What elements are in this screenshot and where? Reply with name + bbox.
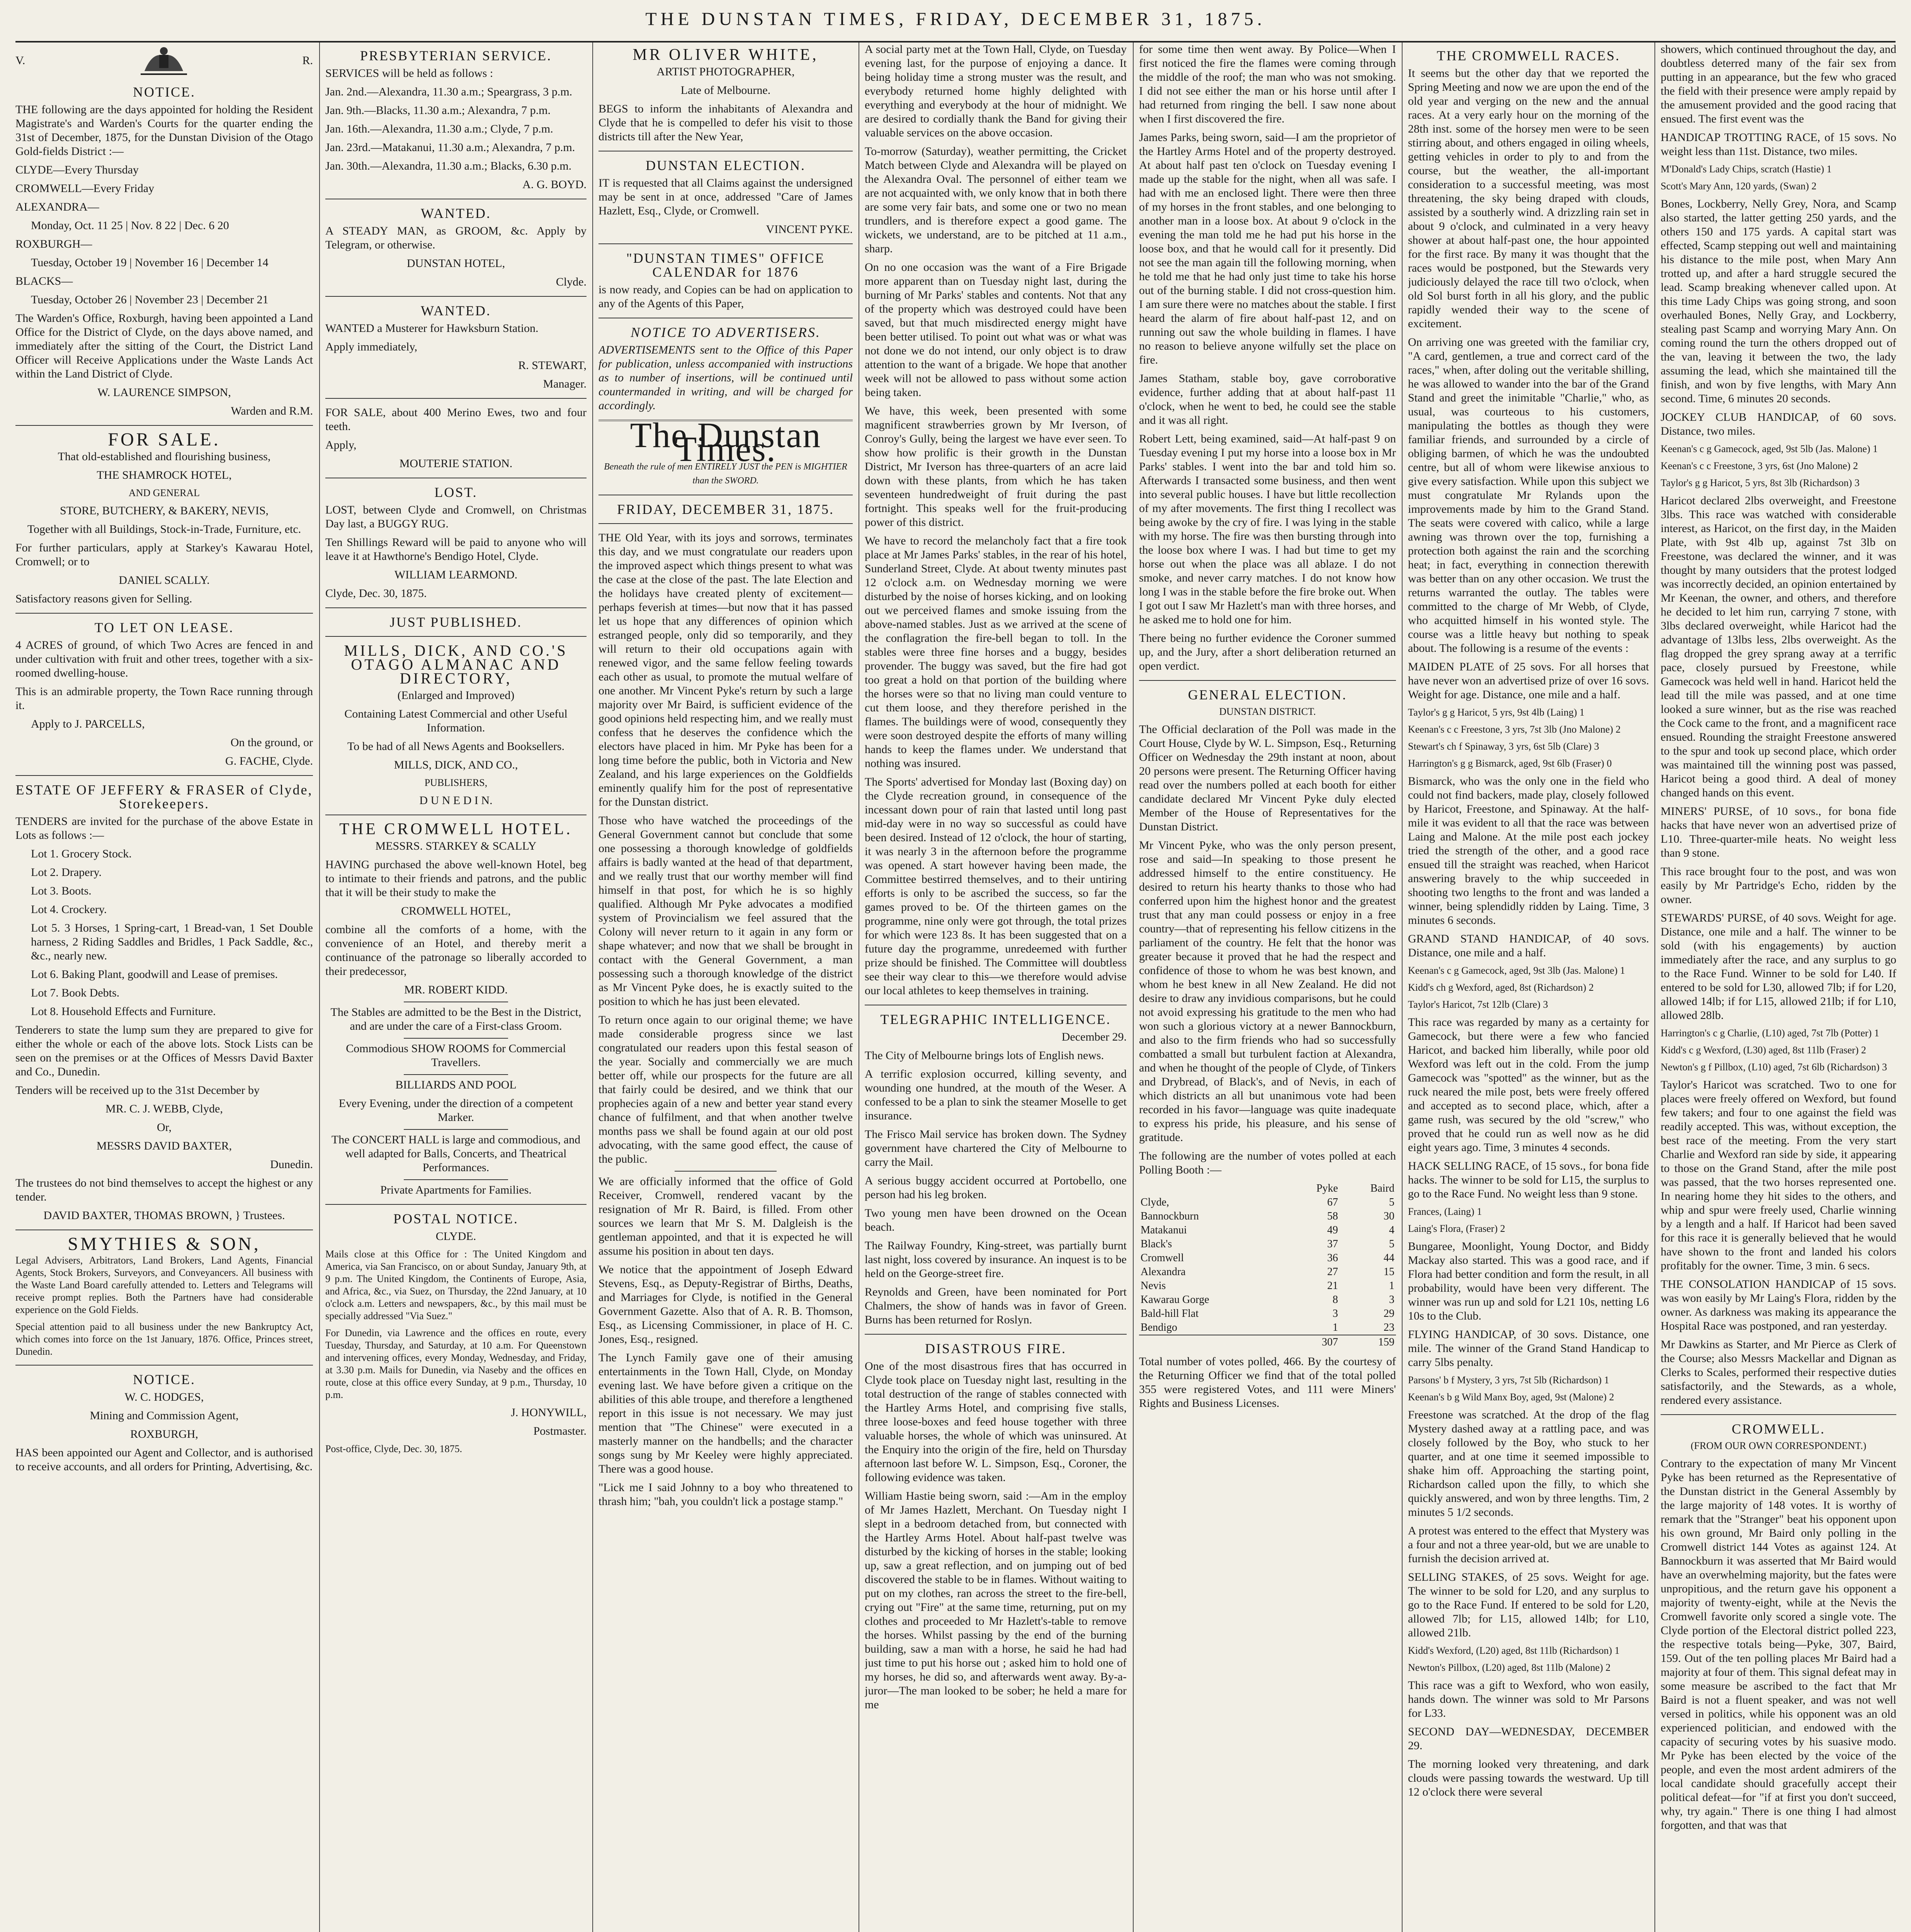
- sale-reasons: Satisfactory reasons given for Selling.: [15, 592, 192, 605]
- clyde-court: CLYDE—Every Thursday: [15, 163, 139, 176]
- cromwell-owners: MESSRS. STARKEY & SCALLY: [375, 840, 537, 852]
- booth-name: Matakanui: [1141, 1224, 1187, 1236]
- wanted2-body: WANTED a Musterer for Hawksburn Station.: [325, 322, 539, 335]
- races-heading: THE CROMWELL RACES.: [1437, 48, 1620, 63]
- pres-heading: PRESBYTERIAN SERVICE.: [360, 48, 552, 63]
- mills-publishers: PUBLISHERS,: [424, 777, 488, 788]
- telegraphic-item: The Frisco Mail service has broken down. The Sydney government have chartered the City of Melbourne to carry the Mail.: [865, 1128, 1127, 1168]
- race-report: This race was regarded by many as a certainty for Gamecock, but there were a few who fancied Haricot, and backed him liberally, while poor old Wexford was left out in the cold. From the jump Gamecock was "spotted" as the winner, but as the ruck neared the mile post, bets were freely offered and accepted as to second place, which, after a game rush, was secured by the old "screw," who proved that he could run as well now as he did eight years ago. Time, 3 minutes 4 seconds.: [1408, 1016, 1649, 1154]
- race-title: HANDICAP TROTTING RACE, of 15 sovs. No weight less than 11st. Distance, two miles.: [1661, 131, 1896, 158]
- pyke-votes: 49: [1327, 1224, 1338, 1236]
- telegraphic-item: The Railway Foundry, King-street, was partially burnt last night, loss covered by insurance. An inquest is to be held on the George-street fire.: [865, 1239, 1127, 1280]
- mills-enlarged: (Enlarged and Improved): [397, 689, 515, 702]
- let-fache: G. FACHE, Clyde.: [225, 755, 313, 767]
- races-paragraph: On arriving one was greeted with the familiar cry, "A card, gentlemen, a true and correct card of the races," when, after doling out the veritable shilling, he was allowed to wander into the bar of the Grand Stand and greet the inimitable "Charlie," who, as usual, was courteous to his customers, manipulating the bottles as though they were familiar friends, and surrounded by a circle of obliging barmen, of which he was the undoubted centre, but all of whom were likewise anxious to give every satisfaction. While upon this subject we must congratulate Mr Rylands upon the improvements made by him to the Grand Stand. The seats were covered with calico, while a large awning was thrown over the top, furnishing a protection both against the rain and the scorching heat; in fact, everything in connection therewith was better than on any other occasion. We trust the returns warranted the outlay. The tables were committed to the charge of Mr Webb, of Clyde, who acquitted himself in his wonted style. The course was a little heavy but nothing to speak about. The following is a resume of the events :: [1408, 336, 1649, 655]
- leader-paragraph: To return once again to our original theme; we have made considerable progress since we last congratulated our readers upon this festal season of the year. Socially and commercially we are much better off, while our prospects for the future are all that fairly could be desired, and we think that our prophecies again of a new and better year stand every chance of fulfilment, and that when another twelve months pass we shall be found again at our old post advocating, with the same good effect, the cause of the public.: [598, 1014, 853, 1165]
- race-title: MAIDEN PLATE of 25 sovs. For all horses that have never won an advertised prize of over 16 sovs. Weight for age. Distance, one mile and a half.: [1408, 660, 1649, 701]
- cromwell-stables: The Stables are admitted to be the Best in the District, and are under the care of a First-class Groom.: [330, 1006, 581, 1032]
- roxburgh-court: ROXBURGH—: [15, 238, 92, 250]
- postal-place: CLYDE.: [435, 1230, 476, 1243]
- notice2-heading: NOTICE.: [133, 1372, 196, 1387]
- trustees-names: DAVID BAXTER, THOMAS BROWN,: [43, 1209, 232, 1222]
- estate-heading: ESTATE OF JEFFERY & FRASER of Clyde, Storekeepers.: [15, 782, 313, 811]
- booth-name: Cromwell: [1141, 1252, 1184, 1264]
- leader-paragraph: THE Old Year, with its joys and sorrows, terminates this day, and we must congratulate our readers upon the improved aspect which things present to what was the case at the close of the past. The late Election and the holidays have created plenty of excitement—perhaps feverish at times—but now that it has passed let us hope that any differences of opinion which estranged people, only did so temporarily, and they will return to their old occupations again with renewed vigor, and the same fellow feeling towards each other as usual, to promote the mutual welfare of one another. Mr Vincent Pyke's return by such a large majority over Mr Baird, is sufficient evidence of the good opinions held respecting him, and we really must confess that he deserves the confidence which the electors have placed in him. Mr Pyke has been for a long time before the public, both in Victoria and New Zealand, and his large experiences on the Goldfields eminently qualify him for the post of representative for the Dunstan district.: [598, 531, 853, 808]
- sale-together: Together with all Buildings, Stock-in-Trade, Furniture, etc.: [27, 523, 301, 536]
- wanted1-hotel: DUNSTAN HOTEL,: [406, 257, 505, 270]
- race-report: Mr Dawkins as Starter, and Mr Pierce as Clerk of the Course; also Messrs Mackellar and Dignan as Clerks to Scales, performed their respective duties satisfactorily, and the Stewards, as a whole, rendered every assistance.: [1661, 1338, 1896, 1406]
- trustees-label: Trustees.: [243, 1209, 285, 1222]
- divider: [325, 607, 587, 608]
- column-rule: [1402, 43, 1403, 1932]
- cromwell-body2: combine all the comforts of a home, with the convenience of an Hotel, and thereby merit a continuance of the patronage so liberally accorded to their predecessor,: [325, 923, 587, 978]
- wanted1-clyde: Clyde.: [556, 276, 587, 288]
- warden-body: The Warden's Office, Roxburgh, having been appointed a Land Office for the District of Clyde, on the days above named, and immediately after the sitting of the Court, the District Land Officer will Receive Applications under the Waste Lands Act within the Land District of Clyde.: [15, 312, 313, 380]
- table-row: [1139, 1293, 1396, 1307]
- race-result: M'Donald's Lady Chips, scratch (Hastie) 1: [1661, 163, 1832, 175]
- table-header-cell: Pyke: [1316, 1182, 1338, 1194]
- race-report: Freestone was scratched. At the drop of the flag Mystery dashed away at a rattling pace, and was closely followed by the Boy, who stuck to her quarter, and at one time it seemed impossible to shake him off. Approaching the starting point, Richardson called upon the filly, to which she quickly answered, and won by three lengths. Tim, 2 minutes 5 1/2 seconds.: [1408, 1408, 1649, 1519]
- general-election-heading: GENERAL ELECTION.: [1188, 687, 1347, 702]
- telegraphic-heading: TELEGRAPHIC INTELLIGENCE.: [880, 1012, 1111, 1027]
- table-header-cell: Baird: [1370, 1182, 1394, 1194]
- alexandra-court: ALEXANDRA—: [15, 201, 99, 213]
- election-paragraph: Mr Vincent Pyke, who was the only person present, rose and said—In speaking to those present he addressed himself to the entire constituency. He desired to return his hearty thanks to those who had conferred upon him the highest honor and the greatest trust that any man could possess or enjoy in a free country—that of representing his fellow citizens in the parliament of the country. He felt that the honor was greater because it proved that he had the respect and confidence of those to whom he was best known, and whom he best knew in all New Zealand. He did not desire to draw any invidious comparisons, but he could not avoid expressing his gratitude to the men who had won such a glorious victory at a newer Bannockburn, and also to the firm friends who had so successfully combatted a small but turbulent faction at Alexandra, and when he thought of the people of Clyde, of Tinkers and Drybread, of Black's, and of Nevis, in each of which districts an all but unanimous vote had been recorded in his favor—language was quite inadequate to express his pride, his pleasure, and his sense of gratitude.: [1139, 839, 1396, 1144]
- divider: [865, 1334, 1127, 1335]
- race-title: HACK SELLING RACE, of 15 sovs., for bona fide hacks. The winner to be sold for L15, the surplus to go to the Race Fund. No weight less than 9 stone.: [1408, 1160, 1649, 1200]
- news-paragraph: We have to record the melancholy fact that a fire took place at Mr James Parks' stables, in the rear of his hotel, Sunderland Street, Clyde. At about twenty minutes past 12 o'clock a.m. on Wednesday morning we were disturbed by the noise of horses kicking, and on looking out we perceived flames and smoke issuing from the above-named stables. Just as we arrived at the scene of the conflagration the fire-bell began to toll. In the stables were three fine horses and a buggy, besides provender. The buggy was saved, but the fire had got too great a hold on that portion of the building where the horses were so that no living man could venture to cut them loose, and they therefore perished in the flames. The buildings were of wood, consequently they were soon destroyed despite the efforts of many willing hands to keep the flames under. We understand that nothing was insured.: [865, 534, 1127, 770]
- second-day-heading: SECOND DAY—WEDNESDAY, DECEMBER 29.: [1408, 1725, 1649, 1752]
- total-label: [1139, 1335, 1288, 1349]
- table-row: [1139, 1209, 1396, 1223]
- baird-votes: 4: [1389, 1224, 1394, 1236]
- race-result: Harrington's g g Bismarck, aged, 9st 6lb (Fraser) 0: [1408, 758, 1612, 769]
- pyke-votes: 1: [1332, 1321, 1338, 1333]
- tenders-received: Tenders will be received up to the 31st December by: [15, 1084, 260, 1097]
- race-result: Kidd's c g Wexford, (L30) aged, 8st 11lb (Fraser) 2: [1661, 1044, 1866, 1056]
- fire-heading: DISASTROUS FIRE.: [925, 1341, 1067, 1356]
- baird-votes: 29: [1384, 1308, 1394, 1320]
- postal-body: Mails close at this Office for : The United Kingdom and America, via San Francisco, on or about Sunday, January 9th, at 9 p.m. The United Kingdom, the Continents of Europe, Asia, and Africa, &c., via Suez, on Thursday, the 22nd January, at 10 o'clock a.m. Letters and newspapers, &c., by this mail must be specially addressed "Via Suez.": [325, 1248, 587, 1321]
- lots-list: [15, 847, 313, 1019]
- pyke-votes: 37: [1327, 1238, 1338, 1250]
- mills-name: MILLS, DICK, AND CO.,: [394, 759, 518, 771]
- postal-body2: For Dunedin, via Lawrence and the offices en route, every Tuesday, Thursday, and Saturday, at 10 a.m. For Queenstown and intervening offices, every Monday, Wednesday, and Friday, at 3.30 p.m. Mails for Dunedin, via Naseby and the offices en route, close at this office every Sunday, at 9 p.m., Thursday, 10 p.m.: [325, 1327, 587, 1400]
- race-title: SELLING STAKES, of 25 sovs. Weight for age. The winner to be sold for L20, and any surplus to go to the Race Fund. If entered to be sold for L20, allowed 7lb; for L15, allowed 14lb; for L10, allowed 21lb.: [1408, 1571, 1649, 1639]
- fire-paragraph: Robert Lett, being examined, said—At half-past 9 on Tuesday evening I put my horse into a loose box in Mr Parks' stables. I went into the bar and told him so. Afterwards I transacted some business, and then went into several public houses. I have but little recollection of my after movements. The first thing I recollect was being awoke by the cry of fire. I was lying in the stable with my horse. The fire was then bursting through into the loose box where I was. I had but time to get my horse out when the place was all ablaze. I do not smoke, and never carry matches. I do not know how long I was in the stable before the fire broke out. When I got out I saw Mr Hazlett's man with three horses, and he asked me to hold one for him.: [1139, 432, 1396, 626]
- fire-paragraph: for some time then went away. By Police—When I first noticed the fire the flames were coming through the middle of the roof; the man who was not smoking. I did not see either the man or his horse until after I had returned from ringing the bell. I saw none about when I first discovered the fire.: [1139, 43, 1396, 125]
- fire-paragraph: There being no further evidence the Coroner summed up, and the Jury, after a short deliberation returned an open verdict.: [1139, 632, 1396, 672]
- race-report: This race was a gift to Wexford, who won easily, hands down. The winner was sold to Mr Parsons for L33.: [1408, 1679, 1649, 1719]
- booth-name: Alexandra: [1141, 1266, 1186, 1278]
- wanted1-heading: WANTED.: [421, 206, 491, 221]
- white-trade: ARTIST PHOTOGRAPHER,: [656, 65, 795, 78]
- races-paragraph: It seems but the other day that we reported the Spring Meeting and now we are upon the end of the old year and verging on the new and the annual races. At a very early hour on the morning of the 28th inst. some of the horsey men were to be seen stirring about, and others engaged in oiling wheels, getting vehicles in order to ply to and from the course, but the weather, the all-important consideration to a successful meeting, was most threatening, the sky being draped with clouds, assisted by a southerly wind. A drizzling rain set in about 9 o'clock, and culminated in a very heavy shower at about half-past one, the hour appointed for the first race. By many it was thought that the races would be postponed, but the Stewards very judiciously delayed the race till two o'clock, when old Sol burst forth in all his glory, and the public rapidly wended their way to the scene of excitement.: [1408, 67, 1649, 330]
- merino-apply: Apply,: [325, 439, 357, 451]
- mills-had: To be had of all News Agents and Booksellers.: [347, 740, 564, 753]
- cromwell-court: CROMWELL—Every Friday: [15, 182, 155, 195]
- fire-paragraph: James Parks, being sworn, said—I am the proprietor of the Hartley Arms Hotel and of the property destroyed. At about half past ten o'clock on Tuesday evening I made up the stable for the night, when all was safe. I had with me an enclosed light. There were then three of my horses in the front stables, and one belonging to another man in a loose box. At about 9 o'clock in the evening the man told me he had put his horse in the loose box, and that he would call for it presently. Did not see the man again till the following morning, when he told me that he had only just time to take his horse out of the burning stable. I did not cross-question him. I am sure there were no matches about the stable. I first heard the alarm of fire about half-past 12, and on running out saw the whole building in flames. I have no reason to believe anyone wilfully set the place on fire.: [1139, 131, 1396, 366]
- race-report: Bungaree, Moonlight, Young Doctor, and Biddy Mackay also started. This was a good race, and if Flora had better condition and form the result, in all probability, would have been very different. The winner was run up and sold for L21 10s, netting L6 10s to the Club.: [1408, 1240, 1649, 1322]
- crest-letter-v: V.: [15, 54, 26, 67]
- crest-letter-r: R.: [302, 54, 313, 67]
- divider: [325, 398, 587, 399]
- warden-title: Warden and R.M.: [231, 405, 313, 417]
- just-published-heading: JUST PUBLISHED.: [389, 614, 522, 630]
- news-paragraph: We are officially informed that the office of Gold Receiver, Cromwell, rendered vacant by the resignation of Mr R. Baird, is filled. From other sources we learn that Mr S. M. Dalgleish is the gentleman appointed, and that it is expected he will assume his position in about ten days.: [598, 1175, 853, 1257]
- list-item: Jan. 9th.—Blacks, 11.30 a.m.; Alexandra, 7 p.m.: [325, 104, 551, 117]
- race-result: Keenan's c g Gamecock, aged, 9st 3lb (Jas. Malone) 1: [1408, 965, 1625, 976]
- divider: [1139, 680, 1396, 681]
- divider: [598, 523, 853, 524]
- booth-name: Clyde,: [1141, 1196, 1169, 1208]
- booth-name: Black's: [1141, 1238, 1172, 1250]
- correspondent-heading: CROMWELL.: [1732, 1421, 1825, 1437]
- calendar-heading: "DUNSTAN TIMES" OFFICE CALENDAR for 1876: [626, 250, 825, 280]
- lost-reward: Ten Shillings Reward will be paid to anyone who will leave it at Hawthorne's Bendigo Hotel, Clyde.: [325, 536, 587, 563]
- booth-name: Nevis: [1141, 1280, 1166, 1292]
- divider: [675, 1171, 776, 1172]
- list-item: Jan. 23rd.—Matakanui, 11.30 a.m.; Alexandra, 7 p.m.: [325, 141, 575, 154]
- baird-votes: 5: [1389, 1238, 1394, 1250]
- race-result: Kidd's Wexford, (L20) aged, 8st 11lb (Richardson) 1: [1408, 1645, 1620, 1656]
- race-result: Kidd's ch g Wexford, aged, 8st (Richardson) 2: [1408, 982, 1594, 993]
- column-2: [325, 43, 587, 1932]
- trustees-body: The trustees do not bind themselves to accept the highest or any tender.: [15, 1177, 313, 1203]
- pres-intro: SERVICES will be held as follows :: [325, 67, 493, 80]
- tenders-webb: MR. C. J. WEBB, Clyde,: [105, 1102, 223, 1115]
- lost-signature: WILLIAM LEARMOND.: [394, 568, 518, 581]
- cromwell-show: Commodious SHOW ROOMS for Commercial Travellers.: [346, 1042, 566, 1069]
- baird-total: 159: [1378, 1336, 1394, 1348]
- race-result: Taylor's g g Haricot, 5 yrs, 8st 3lb (Richardson) 3: [1661, 477, 1860, 488]
- pyke-votes: 21: [1327, 1280, 1338, 1292]
- mills-contains: Containing Latest Commercial and other Useful Information.: [344, 707, 568, 734]
- baird-votes: 15: [1384, 1266, 1394, 1278]
- poll-table: [1139, 1182, 1396, 1349]
- race-report: This race brought four to the post, and was won easily by Mr Partridge's Echo, ridden by the owner.: [1661, 865, 1896, 906]
- race-result: Stewart's ch f Spinaway, 3 yrs, 6st 5lb (Clare) 3: [1408, 741, 1599, 752]
- correspondent-sub: (FROM OUR OWN CORRESPONDENT.): [1690, 1440, 1867, 1451]
- telegraphic-item: Reynolds and Green, have been nominated for Port Chalmers, the show of hands was in favor of Green. Burns has been returned for Roslyn.: [865, 1286, 1127, 1326]
- general-election-sub: DUNSTAN DISTRICT.: [1219, 706, 1316, 717]
- baird-votes: 30: [1384, 1210, 1394, 1222]
- news-paragraph: A social party met at the Town Hall, Clyde, on Tuesday evening last, for the purpose of enjoying a dance. It being holiday time a strong muster was the result, and everybody returned home highly delighted with everything and everybody at the hour of midnight. We are desired to cordially thank the Band for giving their valuable services on the above occasion.: [865, 43, 1127, 139]
- divider: [404, 1179, 508, 1180]
- sale-hotel: THE SHAMROCK HOTEL,: [97, 469, 232, 481]
- race-result: Keenan's b g Wild Manx Boy, aged, 9st (Malone) 2: [1408, 1391, 1614, 1403]
- tenders-baxter: MESSRS DAVID BAXTER,: [96, 1139, 232, 1152]
- let-heading: TO LET ON LEASE.: [94, 620, 234, 635]
- telegraphic-item: A serious buggy accident occurred at Portobello, one person had his leg broken.: [865, 1174, 1127, 1201]
- divider: [325, 636, 587, 637]
- fire-paragraph: James Statham, stable boy, gave corroborative evidence, further adding that at about half-past 11 o'clock, when he went to bed, he could see the stable and it was all right.: [1139, 372, 1396, 427]
- column-1: [15, 43, 313, 1932]
- race-title: GRAND STAND HANDICAP, of 40 sovs. Distance, one mile and a half.: [1408, 932, 1649, 959]
- election-paragraph: The following are the number of votes polled at each Polling Booth :—: [1139, 1150, 1396, 1176]
- pyke-votes: 67: [1327, 1196, 1338, 1208]
- poll-footer: Total number of votes polled, 466. By the courtesy of the Returning Officer we find that of the total polled 355 were registered Votes, and 111 were Miners' Rights and Business Licenses.: [1139, 1355, 1396, 1410]
- race-title: JOCKEY CLUB HANDICAP, of 60 sovs. Distance, two miles.: [1661, 411, 1896, 437]
- news-paragraph: We notice that the appointment of Joseph Edward Stevens, Esq., as Deputy-Registrar of Births, Deaths, and Marriages for Clyde, is notified in the General Government Gazette. Also that of A. R. B. Thomson, Esq., as Licensing Commissioner, in place of H. C. Jones, Esq., resigned.: [598, 1263, 853, 1345]
- white-heading: MR OLIVER WHITE,: [632, 46, 819, 64]
- hodges-place: ROXBURGH,: [130, 1428, 198, 1440]
- divider: [404, 1129, 508, 1130]
- tenders-body: TENDERS are invited for the purchase of the above Estate in Lots as follows :—: [15, 815, 313, 842]
- table-row: [1139, 1265, 1396, 1279]
- race-title: STEWARDS' PURSE, of 40 sovs. Weight for age. Distance, one mile and a half. The winner to be sold (with his engagements) by auction immediately after the race, and any surplus to go to the Race Fund. Winner to be sold for L40. If entered to be sold for L30, allowed 7lb; if for L20, allowed 14lb; if for L15, allowed 21lb; if for L10, allowed 28lb.: [1661, 912, 1896, 1022]
- telegraphic-item: A terrific explosion occurred, killing seventy, and wounding one hundred, at the mouth of the Weser. A confessed to be a plan to sink the steamer Moselle to get insurance.: [865, 1068, 1127, 1122]
- list-item: Jan. 2nd.—Alexandra, 11.30 a.m.; Speargrass, 3 p.m.: [325, 85, 573, 98]
- pyke-votes: 36: [1327, 1252, 1338, 1264]
- tenders-dunedin: Dunedin.: [270, 1158, 313, 1171]
- mills-heading: MILLS, DICK, AND CO.'S OTAGO ALMANAC AND DIRECTORY,: [344, 642, 568, 687]
- wanted2-apply: Apply immediately,: [325, 340, 418, 353]
- table-row: [1139, 1251, 1396, 1265]
- column-4: [865, 43, 1127, 1932]
- booth-name: Kawarau Gorge: [1141, 1294, 1209, 1306]
- table-row: [1139, 1307, 1396, 1321]
- news-paragraph: To-morrow (Saturday), weather permitting, the Cricket Match between Clyde and Alexandra will be played on the Alexandra Oval. The personnel of either team we are not acquainted with, we only know that in both there are some very fair bats, and some one or two no mean trundlers, and is therefore expect a good game. The wickets, we understand, are to be pitched at 11 a.m., sharp.: [865, 145, 1127, 255]
- list-item: Lot 6. Baking Plant, goodwill and Lease of premises.: [31, 968, 278, 981]
- race-report: A protest was entered to the effect that Mystery was a four and not a three year-old, but we are unable to furnish the decision arrived at.: [1408, 1524, 1649, 1565]
- telegraphic-date: December 29.: [1061, 1031, 1127, 1043]
- merino-station: MOUTERIE STATION.: [399, 457, 513, 470]
- race-result: Keenan's c c Freestone, 3 yrs, 6st (Jno Malone) 2: [1661, 460, 1858, 471]
- blacks-court: BLACKS—: [15, 275, 73, 287]
- telegraphic-item: Two young men have been drowned on the Ocean beach.: [865, 1207, 1127, 1233]
- booth-name: Bendigo: [1141, 1321, 1177, 1333]
- tenders-or: Or,: [157, 1121, 172, 1134]
- table-header-cell: [1139, 1182, 1288, 1196]
- booth-name: Bannockburn: [1141, 1210, 1199, 1222]
- news-paragraph: "Lick me I said Johnny to a boy who threatened to thrash him; "bah, you couldn't lick a postage stamp.": [598, 1481, 853, 1508]
- list-item: Lot 4. Crockery.: [31, 903, 107, 916]
- sale-heading: FOR SALE.: [108, 429, 221, 450]
- news-paragraph: The Lynch Family gave one of their amusing entertainments in the Town Hall, Clyde, on Monday evening last. We have before given a critique on the abilities of this able troupe, and therefore a lengthened report in this issue is not necessary. We may just mention that "The Chinese" were executed in a masterly manner on the handbells; and the character songs sung by Mr Keeley were highly appreciated. There was a good house.: [598, 1351, 853, 1475]
- wanted2-signature: R. STEWART,: [518, 359, 587, 372]
- pyke-votes: 8: [1332, 1294, 1338, 1306]
- race-report: THE CONSOLATION HANDICAP of 15 sovs. was won easily by Mr Laing's Flora, ridden by the owner. As darkness was making its appearance the Hospital Race was postponed, and ran yesterday.: [1661, 1278, 1896, 1332]
- notice-body: THE following are the days appointed for holding the Resident Magistrate's and Warden's Courts for the quarter ending the 31st of December, 1875, for the Dunstan Division of the Otago Gold-fields District :—: [15, 103, 313, 158]
- news-paragraph: On no one occasion was the want of a Fire Brigade more apparent than on Tuesday night last, during the burning of Mr Parks' stables and contents. Not that any of the property which was destroyed could have been saved, but that much misdirected energy might have been better utilised. To point out what was or what was not done we do not intend, our only object is to draw attention to the want of a brigade. We hope that another week will not be allowed to pass without some action being taken.: [865, 261, 1127, 399]
- sale-store: STORE, BUTCHERY, & BAKERY, NEVIS,: [60, 504, 269, 517]
- leader-paragraph: Those who have watched the proceedings of the General Government cannot but conclude that some one possessing a thorough knowledge of goldfields affairs is badly wanted at the head of that department, and we really trust that our worthy member will find himself in that post, for which he is so highly qualified. Although Mr Pyke advocates a modified system of Provincialism we feel assured that the Colony will never return to it again in any form or shape whatever; and now that we shall be brought in contact with the General Government, a man possessing such a thorough knowledge of the district as Mr Vincent Pyke does, he is exactly suited to the position to which he has just been elevated.: [598, 814, 853, 1008]
- race-title: MINERS' PURSE, of 10 sovs., for bona fide hacks that have never won an advertised prize of L10. Three-quarter-mile heats. No weight less than 9 stone.: [1661, 805, 1896, 859]
- hodges-body: HAS been appointed our Agent and Collector, and is authorised to receive accounts, and all orders for Printing, Advertising, &c.: [15, 1446, 313, 1473]
- election-body: IT is requested that all Claims against the undersigned may be sent in at once, addressed "Care of James Hazlett, Esq., Clyde, or Cromwell.: [598, 177, 853, 217]
- dateline: FRIDAY, DECEMBER 31, 1875.: [617, 502, 835, 517]
- election-heading: DUNSTAN ELECTION.: [645, 158, 806, 173]
- telegraphic-item: The City of Melbourne brings lots of English news.: [865, 1049, 1104, 1062]
- newspaper-motto: Beneath the rule of men ENTIRELY JUST the PEN is MIGHTIER than the SWORD.: [604, 462, 847, 486]
- fire-paragraph: One of the most disastrous fires that has occurred in Clyde took place on Tuesday night last, resulting in the total destruction of the range of stables connected with the Hartley Arms Hotel, and comprising five stalls, three loose-boxes and feed house together with three valuable horses, the whole of which was uninsured. At the Enquiry into the origin of the fire, held on Thursday afternoon last before W. L. Simpson, Esq., Coroner, the following evidence was taken.: [865, 1360, 1127, 1484]
- race-report: Haricot declared 2lbs overweight, and Freestone 3lbs. This race was watched with considerable interest, as Haricot, on the first day, in the Maiden Plate, with 9st 4lb up, against 7st 3lb on Freestone, was declared the winner, and it was thought by many outsiders that the protest lodged was incorrectly decided, an opinion entertained by Mr Keenan, the owner, and others, and therefore he decided to let him run, carrying 7 stone, with 3lbs declared overweight, while Haricot had the advantage of 13lbs less, 2lbs overweight. As the flag dropped the grey sprang away at a terrific pace, closely pursued by Freestone, while Gamecock was held well in hand. Haricot held the lead till the mile was passed, and at one time looked a sure winner, but as the rise was reached the Cock came to the front, and a magnificent race ensued. Rounding the straight Freestone answered to the spur and took up second place, which order was maintained till the winning post was passed, Haricot being a good third. A deal of money changed hands on this event.: [1661, 494, 1896, 799]
- divider: [15, 775, 313, 776]
- advertisers-body: ADVERTISEMENTS sent to the Office of this Paper for publication, unless accompanied with instructions as to number of insertions, will be continued until countermanded in writing, and will be charged for accordingly.: [598, 344, 853, 412]
- list-item: Lot 7. Book Debts.: [31, 986, 120, 999]
- postal-heading: POSTAL NOTICE.: [393, 1211, 519, 1226]
- wanted2-title: Manager.: [543, 378, 587, 390]
- race-result: Newton's g f Pillbox, (L10) aged, 7st 6lb (Richardson) 3: [1661, 1061, 1887, 1073]
- pres-signature: A. G. BOYD.: [522, 178, 587, 191]
- let-property: This is an admirable property, the Town Race running through it.: [15, 685, 313, 712]
- smythies-special: Special attention paid to all business under the new Bankruptcy Act, which comes into force on the 1st January, 1876. Office, Princes street, Dunedin.: [15, 1321, 313, 1357]
- cromwell-hotel-heading: THE CROMWELL HOTEL.: [339, 820, 573, 838]
- election-paragraph: The Official declaration of the Poll was made in the Court House, Clyde by W. L. Simpson, Esq., Returning Officer on Wednesday the 29th instant at noon, about 20 persons were present. The Returning Officer having read over the numbers polled at each booth for either candidate declared Mr Vincent Pyke duly elected Member of the House of Representatives for the Dunstan District.: [1139, 723, 1396, 833]
- wanted1-body: A STEADY MAN, as GROOM, &c. Apply by Telegram, or otherwise.: [325, 224, 587, 251]
- smythies-body: Legal Advisers, Arbitrators, Land Brokers, Land Agents, Financial Agents, Stock Brokers, Surveyors, and Conveyancers. All business with the Waste Land Board carefully attended to. Letters and Telegrams will receive prompt replies. Both the Partners have had considerable experience on the Gold Fields.: [15, 1255, 313, 1315]
- trustees-block: DAVID BAXTER, THOMAS BROWN, } Trustees.: [43, 1209, 285, 1222]
- list-item: Lot 1. Grocery Stock.: [31, 847, 132, 860]
- table-row: [1139, 1223, 1396, 1237]
- pyke-votes: 3: [1332, 1308, 1338, 1320]
- booth-name: Bald-hill Flat: [1141, 1308, 1199, 1320]
- baird-votes: 5: [1389, 1196, 1394, 1208]
- cromwell-body: HAVING purchased the above well-known Hotel, beg to intimate to their friends and patrons, and the public that it will be their study to make the: [325, 858, 587, 899]
- race-result: Taylor's g g Haricot, 5 yrs, 9st 4lb (Laing) 1: [1408, 707, 1585, 718]
- race-result: Newton's Pillbox, (L20) aged, 8st 11lb (Malone) 2: [1408, 1662, 1611, 1673]
- masthead: [0, 0, 1911, 39]
- cromwell-concert: The CONCERT HALL is large and commodious, and well adapted for Balls, Concerts, and Theatrical Performances.: [331, 1133, 581, 1174]
- divider: [598, 243, 853, 244]
- race-report: Taylor's Haricot was scratched. Two to one for places were freely offered on Wexford, but found few takers; and four to one against the field was readily accepted. This was, without exception, the best race of the meeting. From the very start Charlie and Wexford ran side by side, it appearing to those on the Grand Stand, after the mile post was passed, that the two horses represented one. In nearing home they hit sides to the others, and whip and spur were freely used, Charlie winning by a length and a half. If Haricot had been saved for this race it is generally believed that he would have shown to the front and landed his colors profitably for the owner. Time, 3 min. 6 secs.: [1661, 1078, 1896, 1272]
- race-report: The morning looked very threatening, and dark clouds were passing towards the westward. Up till 12 o'clock there were several: [1408, 1758, 1649, 1798]
- newspaper-flag: The Dunstan Times.: [630, 415, 821, 469]
- roxburgh-dates: Tuesday, October 19 | November 16 | December 14: [31, 256, 269, 269]
- race-result: Harrington's c g Charlie, (L10) aged, 7st 7lb (Potter) 1: [1661, 1027, 1879, 1039]
- list-item: Lot 8. Household Effects and Furniture.: [31, 1005, 216, 1018]
- lost-heading: LOST.: [434, 485, 478, 500]
- let-body: 4 ACRES of ground, of which Two Acres are fenced in and under cultivation with fruit and other trees, together with a six-roomed dwelling-house.: [15, 639, 313, 679]
- list-item: Jan. 30th.—Alexandra, 11.30 a.m.; Blacks, 6.30 p.m.: [325, 160, 572, 172]
- sale-body: That old-established and flourishing business,: [58, 450, 271, 463]
- hodges-trade: Mining and Commission Agent,: [90, 1409, 239, 1422]
- postal-title: Postmaster.: [533, 1425, 587, 1437]
- divider: [404, 1038, 508, 1039]
- let-ground: On the ground, or: [230, 736, 313, 749]
- sale-particulars: For further particulars, apply at Starkey's Kawarau Hotel, Cromwell; or to: [15, 541, 313, 568]
- fire-paragraph: William Hastie being sworn, said :—Am in the employ of Mr James Hazlett, Merchant. On Tuesday night I slept in a bedroom detached from, but connected with the Hartley Arms Hotel. About half-past twelve was disturbed by the kicking of horses in the stable; looking up, saw a great reflection, and on jumping out of bed discovered the stable to be in flames. Without waiting to put on my clothes, ran across the street to the fire-bell, crying out "Fire" at the same time, returning, put on my clothes and proceeded to Mr Hazlett's-table to remove the horses. Whilst passing by the end of the burning building, saw a man with a horse, he said he had had just time to put his horse out ; asked him to hold one of my horses, he did so, and afterwards went away. By-a-juror—The man looked to be sober; he held a mare for me: [865, 1490, 1127, 1711]
- blacks-dates: Tuesday, October 26 | November 23 | December 21: [31, 293, 269, 306]
- table-row: [1139, 1196, 1396, 1209]
- race-result: Parsons' b f Mystery, 3 yrs, 7st 5lb (Richardson) 1: [1408, 1374, 1609, 1386]
- divider: [325, 1204, 587, 1205]
- column-6: [1408, 43, 1649, 1932]
- divider: [15, 425, 313, 426]
- table-row: [1139, 1321, 1396, 1335]
- lost-body: LOST, between Clyde and Cromwell, on Christmas Day last, a BUGGY RUG.: [325, 503, 587, 530]
- pyke-votes: 58: [1327, 1210, 1338, 1222]
- divider: [404, 1074, 508, 1075]
- race-result: Laing's Flora, (Fraser) 2: [1408, 1223, 1505, 1234]
- race-result: Keenan's c g Gamecock, aged, 9st 5lb (Jas. Malone) 1: [1661, 443, 1878, 454]
- races-paragraph: showers, which continued throughout the day, and doubtless deterred many of the fair sex from putting in an appearance, but the few who graced the field with their presence were amply repaid by the amusement provided and the good racing that ensued. The first event was the: [1661, 43, 1896, 125]
- table-row: [1139, 1279, 1396, 1293]
- race-report: Bismarck, who was the only one in the field who could not find backers, made play, closely followed by Haricot, Freestone, and Spinaway. At the half-mile it was evident to all that the race was between Laing and Malone. At the mile post each jockey tried the strength of the other, and a good race ensued till the straight was reached, when Haricot answering bravely to the whip succeeded in shooting two lengths to the front and was landed a winner, being splendidly ridden by Laing. Time, 3 minutes 6 seconds.: [1408, 775, 1649, 927]
- table-total-row: [1139, 1335, 1396, 1349]
- column-3: [598, 43, 853, 1932]
- advertisers-heading: NOTICE TO ADVERTISERS.: [631, 325, 821, 340]
- merino-body: FOR SALE, about 400 Merino Ewes, two and four teeth.: [325, 406, 587, 433]
- postal-signature: J. HONYWILL,: [511, 1406, 587, 1419]
- baird-votes: 44: [1384, 1252, 1394, 1264]
- cromwell-billiards: BILLIARDS AND POOL: [395, 1078, 517, 1091]
- postal-date: Post-office, Clyde, Dec. 30, 1875.: [325, 1443, 462, 1454]
- table-row: [1139, 1237, 1396, 1251]
- list-item: Jan. 16th.—Alexandra, 11.30 a.m.; Clyde, 7 p.m.: [325, 122, 553, 135]
- white-late: Late of Melbourne.: [680, 84, 771, 97]
- divider: [15, 613, 313, 614]
- cromwell-kidd: MR. ROBERT KIDD.: [404, 983, 508, 996]
- royal-arms: [15, 43, 313, 79]
- smythies-heading: SMYTHIES & SON,: [68, 1234, 261, 1254]
- column-rule: [1133, 43, 1134, 1932]
- pyke-total: 307: [1321, 1336, 1338, 1348]
- column-7: [1661, 43, 1896, 1932]
- news-paragraph: We have, this week, been presented with some magnificent strawberries grown by Mr Iverson, of Conroy's Gully, being the largest we have ever seen. To show how prolific is their growth in the Dunstan District, Mr Iverson has three-quarters of an acre laid down with these plants, from which he has taken seventeen hundredweight of fruit during the past fortnight. This speaks well for the fruit-producing power of this district.: [865, 405, 1127, 529]
- news-paragraph: The Sports' advertised for Monday last (Boxing day) on the Clyde recreation ground, in consequence of the incessant down pour of rain that lasted until long past mid-day were in no way so successful as could have been desired. Instead of 12 o'clock, the hour of starting, it was nearly 3 in the afternoon before the programme was opened. A start however having been made, the Committee bestirred themselves, and to their untiring efforts is only to be ascribed the success, so far the games proved to be. Of the thirteen games on the programme, nine only were got through, the total prizes for which were 123 8s. It has been suggested that on a future day the programme, unredeemed with further prize should be finished. The Committee will doubtless see their way clear to this—we therefore would advise our local athletes to keep themselves in training.: [865, 776, 1127, 997]
- calendar-body: is now ready, and Copies can be had on application to any of the Agents of this Paper,: [598, 283, 853, 310]
- alexandra-dates: Monday, Oct. 11 25 | Nov. 8 22 | Dec. 6 20: [31, 219, 229, 232]
- cromwell-name: CROMWELL HOTEL,: [401, 905, 511, 917]
- sale-signature: DANIEL SCALLY.: [119, 574, 210, 587]
- column-rule: [592, 43, 593, 1932]
- table-header: [1139, 1182, 1396, 1196]
- cromwell-billiards-body: Every Evening, under the direction of a competent Marker.: [338, 1097, 573, 1124]
- column-5: [1139, 43, 1396, 1932]
- divider: [15, 1365, 313, 1366]
- election-signature: VINCENT PYKE.: [766, 223, 853, 236]
- wanted2-heading: WANTED.: [421, 303, 491, 318]
- race-result: Scott's Mary Ann, 120 yards, (Swan) 2: [1661, 180, 1817, 192]
- coat-of-arms-icon: [137, 44, 191, 77]
- notice-heading: NOTICE.: [133, 84, 196, 100]
- list-item: Lot 5. 3 Horses, 1 Spring-cart, 1 Bread-van, 1 Set Double harness, 2 Riding Saddles and Bridles, 1 Pack Saddle, &c., &c., nearly new.: [31, 922, 313, 962]
- pyke-votes: 27: [1327, 1266, 1338, 1278]
- race-title: FLYING HANDICAP, of 30 sovs. Distance, one mile. The winner of the Grand Stand Handicap to carry 5lbs penalty.: [1408, 1328, 1649, 1369]
- tenderers-body: Tenderers to state the lump sum they are prepared to give for either the whole or each of the above lots. Stock Lists can be seen on the premises or at the Offices of Messrs David Baxter and Co., Dunedin.: [15, 1024, 313, 1078]
- column-rule: [1654, 43, 1655, 1932]
- race-result: Frances, (Laing) 1: [1408, 1206, 1482, 1217]
- divider: [1661, 1414, 1896, 1415]
- page-running-head: THE DUNSTAN TIMES, FRIDAY, DECEMBER 31, 1875.: [645, 9, 1266, 29]
- correspondent-paragraph: Contrary to the expectation of many Mr Vincent Pyke has been returned as the Representative of the Dunstan district in the General Assembly by the large majority of 148 votes. It is worthy of remark that the "Stranger" beat his opponent upon his own ground, Mr Baird only polling in the Cromwell district 144 Votes as against 124. At Bannockburn it was asserted that Mr Baird would have an overwhelming majority, but the fates were unpropitious, and the return gave his opponent a majority of twenty-eight, while at the Nevis the Cromwell favorite only scored a single vote. The Clyde portion of the Electoral district polled 223, the respective totals being—Pyke, 307, Baird, 159. Out of the ten polling places Mr Baird had a majority at four of them. This signal defeat may in some measure be ascribed to the fact that Mr Baird is not a fluent speaker, and was not well versed in politics, while his opponent was an old experienced politician, and endowed with the capacity of securing votes by his suasive modo. Mr Pyke has been elected by the voice of the people, and even the most ardent admirers of the local candidate should gracefully accept their political defeat—for "if at first you don't succeed, why, try again." There is one thing I had almost forgotten, and that was that: [1661, 1457, 1896, 1832]
- let-apply: Apply to J. PARCELLS,: [31, 718, 145, 730]
- lost-date: Clyde, Dec. 30, 1875.: [325, 587, 427, 600]
- divider: [325, 296, 587, 297]
- baird-votes: 3: [1389, 1294, 1394, 1306]
- race-result: Keenan's c c Freestone, 3 yrs, 7st 3lb (Jno Malone) 2: [1408, 724, 1621, 735]
- cromwell-private: Private Apartments for Families.: [380, 1184, 532, 1196]
- list-item: Lot 2. Drapery.: [31, 866, 102, 879]
- race-result: Taylor's Haricot, 7st 12lb (Clare) 3: [1408, 999, 1548, 1010]
- column-rule: [319, 43, 320, 1932]
- race-report: Bones, Lockberry, Nelly Grey, Nora, and Scamp also started, the latter getting 250 yards, and the others 150 and 175 yards. A capital start was effected, Scamp stepping out well and maintaining his distance to the mile post, when Mary Ann trotted up, and after a hard struggle secured the lead. Scamp breaking whenever called upon. At this time Lady Chips was going strong, and soon overhauled Bones, Nelly Gray, and Lockberry, stealing past Scamp and worrying Mary Ann. On coming round the turn the others dropped out of the van, leaving it between the two, the lady assuming the lead, which she maintained till the finish, and won by five lengths, with Mary Ann second. Time, 6 minutes 20 seconds.: [1661, 197, 1896, 405]
- mills-dunedin: D U N E D I N.: [419, 794, 493, 807]
- sale-and: AND GENERAL: [128, 487, 200, 498]
- white-body: BEGS to inform the inhabitants of Alexandra and Clyde that he is compelled to defer his visit to those districts till after the New Year,: [598, 102, 853, 143]
- hodges-name: W. C. HODGES,: [124, 1391, 204, 1403]
- baird-votes: 23: [1384, 1321, 1394, 1333]
- warden-signature: W. LAURENCE SIMPSON,: [97, 386, 231, 399]
- baird-votes: 1: [1389, 1280, 1394, 1292]
- list-item: Lot 3. Boots.: [31, 884, 92, 897]
